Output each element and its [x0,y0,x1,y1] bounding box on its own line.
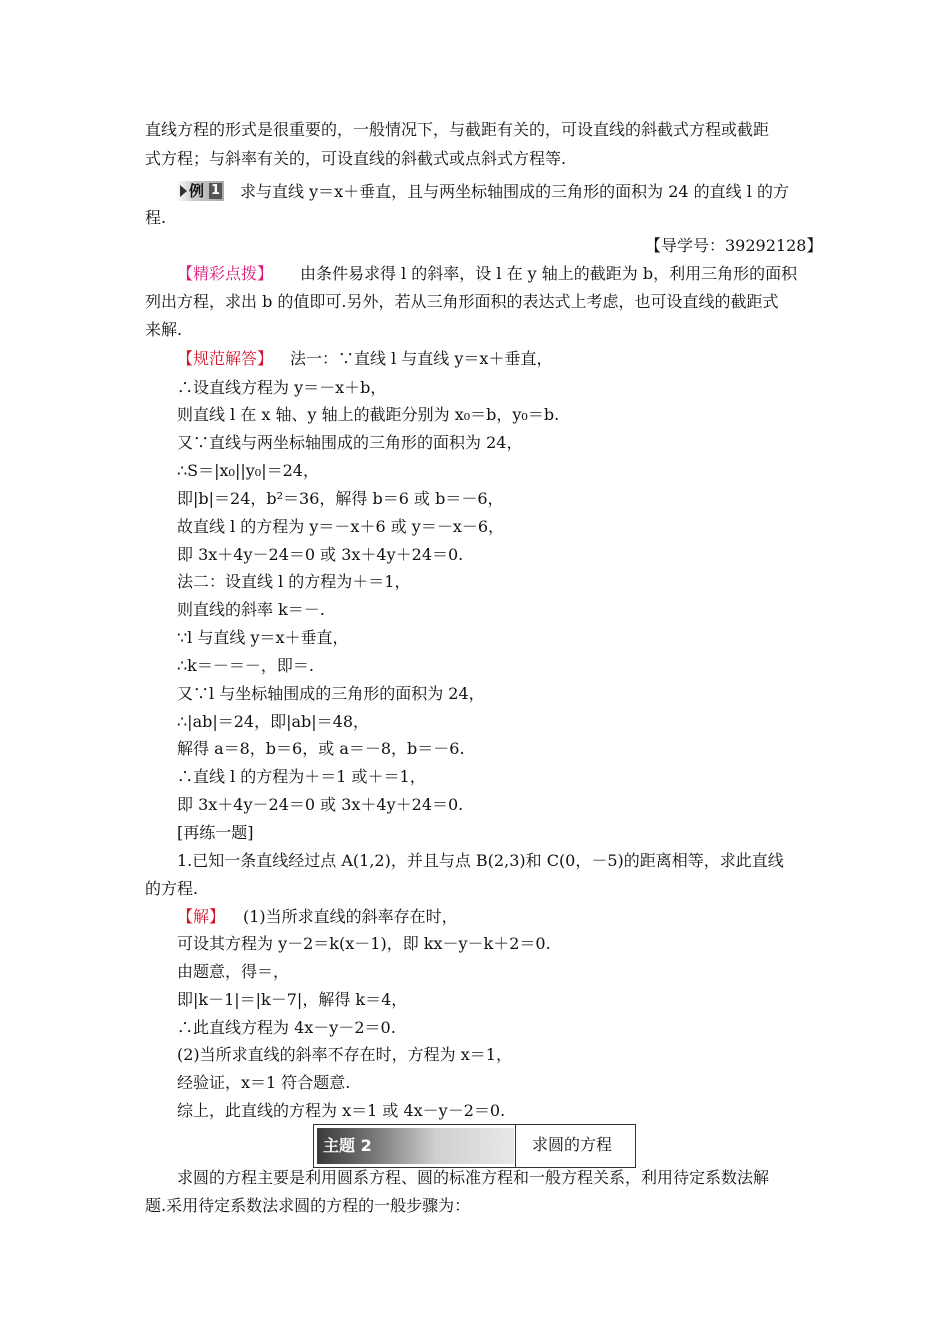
example-line-2: 程. [145,208,167,227]
solution-line: 即 3x＋4y－24＝0 或 3x＋4y＋24＝0. [177,795,464,814]
answer-line: (2)当所求直线的斜率不存在时，方程为 x＝1， [177,1045,512,1064]
solution-line: 则直线的斜率 k＝－. [177,600,325,619]
practice-heading: [再练一题] [177,823,254,842]
topic-label: 主题 2 [323,1136,372,1155]
answer-line: 由题意，得＝， [177,962,290,981]
solution-line: ∴S＝|x₀||y₀|＝24， [177,461,319,480]
intro-line-2: 式方程；与斜率有关的，可设直线的斜截式或点斜式方程等. [145,149,567,168]
practice-question-line-2: 的方程. [145,879,199,898]
answer-line: 即|k－1|＝|k－7|，解得 k＝4， [177,990,408,1009]
solution-line: ∴|ab|＝24，即|ab|＝48， [177,712,370,731]
solution-line: 即|b|＝24，b²＝36，解得 b＝6 或 b＝－6， [177,489,504,508]
hint-line-2: 列出方程，求出 b 的值即可.另外，若从三角形面积的表达式上考虑，也可设直线的截距式 [145,292,779,311]
example-tag-number: 1 [210,183,221,198]
answer-line: 综上，此直线的方程为 x＝1 或 4x－y－2＝0. [177,1101,506,1120]
solution-line: ∴设直线方程为 y＝－x＋b， [177,378,387,397]
answer-line: ∴此直线方程为 4x－y－2＝0. [177,1018,396,1037]
solution-line: ∴直线 l 的方程为＋＝1 或＋＝1， [177,767,426,786]
solution-first-line: 法一：∵直线 l 与直线 y＝x＋垂直， [290,349,553,368]
solution-line: ∵l 与直线 y＝x＋垂直， [177,628,349,647]
answer-line: 经验证，x＝1 符合题意. [177,1073,351,1092]
closing-line-2: 题.采用待定系数法求圆的方程的一般步骤为： [145,1196,471,1215]
solution-line: 即 3x＋4y－24＝0 或 3x＋4y＋24＝0. [177,545,464,564]
solution-line: 故直线 l 的方程为 y＝－x＋6 或 y＝－x－6， [177,517,505,536]
hint-line-3: 来解. [145,320,183,339]
solution-line: 法二：设直线 l 的方程为＋＝1， [177,572,411,591]
practice-question-line-1: 1.已知一条直线经过点 A(1,2)，并且与点 B(2,3)和 C(0，－5)的距离相等，求此直线 [177,851,784,870]
topic-title: 求圆的方程 [532,1135,613,1154]
solution-line: ∴k＝－＝－，即＝. [177,656,314,675]
topic-label-bar [317,1128,514,1164]
hint-line-1: 由条件易求得 l 的斜率，设 l 在 y 轴上的截距为 b，利用三角形的面积 [300,264,798,283]
topic-divider [515,1125,516,1167]
answer-first-line: (1)当所求直线的斜率存在时， [243,907,458,926]
answer-line: 可设其方程为 y－2＝k(x－1)，即 kx－y－k＋2＝0. [177,934,551,953]
solution-line: 又∵直线与两坐标轴围成的三角形的面积为 24， [177,433,523,452]
solution-line: 又∵l 与坐标轴围成的三角形的面积为 24， [177,684,485,703]
topic-banner [313,1124,636,1168]
solution-line: 则直线 l 在 x 轴、y 轴上的截距分别为 x₀＝b，y₀＝b. [177,405,560,424]
answer-tag: 【解】 [177,907,226,926]
example-line-1: 求与直线 y＝x＋垂直，且与两坐标轴围成的三角形的面积为 24 的直线 l 的方 [240,182,789,201]
example-tag [176,181,224,201]
guide-number: 【导学号：39292128】 [645,236,823,255]
closing-line-1: 求圆的方程主要是利用圆系方程、圆的标准方程和一般方程关系，利用待定系数法解 [177,1168,770,1187]
example-tag-word: 例 [189,182,205,200]
intro-line-1: 直线方程的形式是很重要的，一般情况下，与截距有关的，可设直线的斜截式方程或截距 [145,120,770,139]
hint-tag: 【精彩点拨】 [177,264,274,283]
solution-line: 解得 a＝8，b＝6，或 a＝－8，b＝－6. [177,739,465,758]
play-triangle-icon [180,185,187,197]
solution-tag: 【规范解答】 [177,349,274,368]
